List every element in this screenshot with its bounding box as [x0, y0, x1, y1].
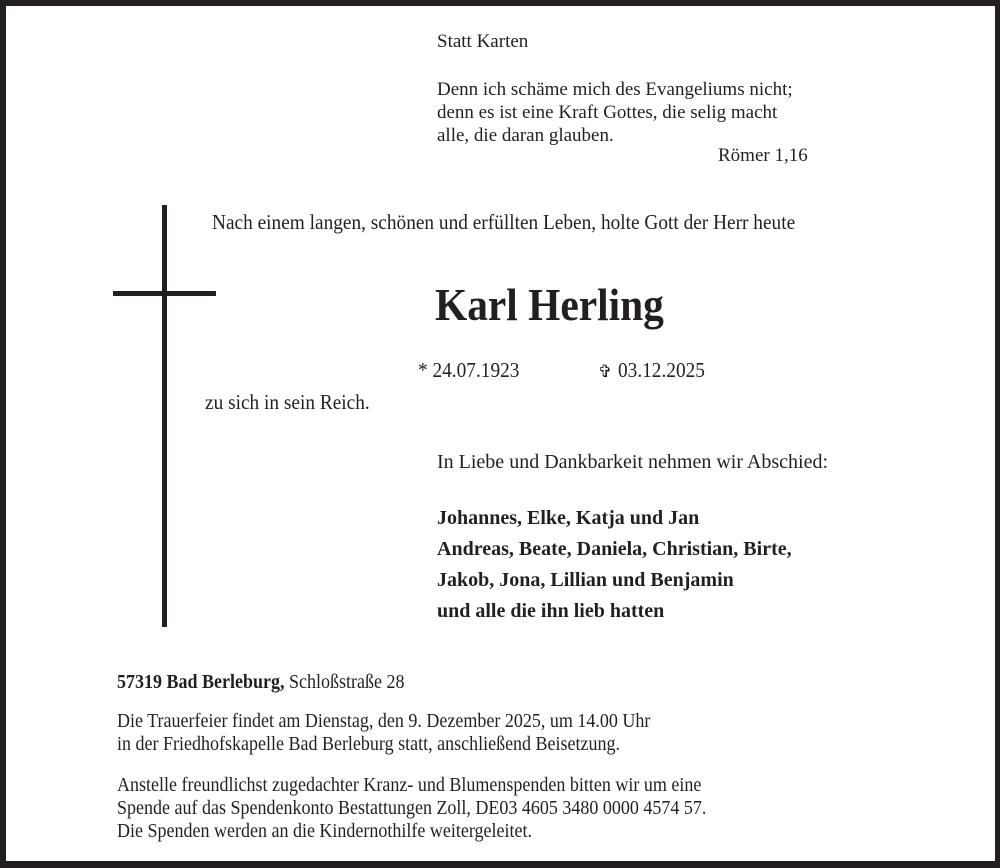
donation-line: Spende auf das Spendenkonto Bestattungen Zoll, DE03 4605 3480 0000 4574 57. [117, 797, 707, 819]
mourners-line: und alle die ihn lieb hatten [437, 600, 665, 622]
mourners-line: Jakob, Jona, Lillian und Benjamin [437, 569, 734, 591]
verse-line: alle, die daran glauben. [437, 125, 614, 146]
latin-cross-icon: ✞ [598, 362, 613, 382]
verse-line: Denn ich schäme mich des Evangeliums nicht; [437, 79, 793, 100]
mourners-intro: In Liebe und Dankbarkeit nehmen wir Abschied: [437, 451, 828, 473]
bible-verse [437, 78, 793, 147]
verse-reference: Römer 1,16 [718, 145, 808, 166]
mourners-line: Johannes, Elke, Katja und Jan [437, 507, 700, 529]
statt-karten-label: Statt Karten [437, 31, 529, 52]
announcement-closing-text: zu sich in sein Reich. [205, 390, 370, 414]
death-date-text: 03.12.2025 [618, 358, 706, 382]
mourners-line: Andreas, Beate, Daniela, Christian, Birte, [437, 538, 792, 560]
birth-date [418, 359, 528, 381]
death-date [598, 359, 713, 383]
address-city: 57319 Bad Berleburg, [117, 671, 285, 693]
address-street: Schloßstraße 28 [289, 671, 405, 693]
cross-vertical-bar [162, 205, 167, 627]
deceased-name [435, 279, 689, 331]
mourners-list [437, 503, 792, 627]
donation-info [117, 774, 772, 843]
donation-line: Die Spenden werden an die Kindernothilfe weitergeleitet. [117, 820, 533, 842]
verse-line: denn es ist eine Kraft Gottes, die selig macht [437, 102, 778, 123]
cross-horizontal-bar [113, 291, 216, 296]
funeral-line: Die Trauerfeier findet am Dienstag, den 9. Dezember 2025, um 14.00 Uhr [117, 710, 651, 732]
birth-date-text: * 24.07.1923 [418, 358, 520, 382]
deceased-name-text: Karl Herling [435, 279, 664, 330]
funeral-info [117, 710, 710, 756]
announcement-lead-text: Nach einem langen, schönen und erfüllten Leben, holte Gott der Herr heute [212, 210, 796, 234]
announcement-closing [205, 391, 384, 413]
announcement-lead [212, 211, 846, 233]
funeral-line: in der Friedhofskapelle Bad Berleburg statt, anschließend Beisetzung. [117, 733, 621, 755]
address [117, 671, 436, 694]
donation-line: Anstelle freundlichst zugedachter Kranz- und Blumenspenden bitten wir um eine [117, 774, 702, 796]
